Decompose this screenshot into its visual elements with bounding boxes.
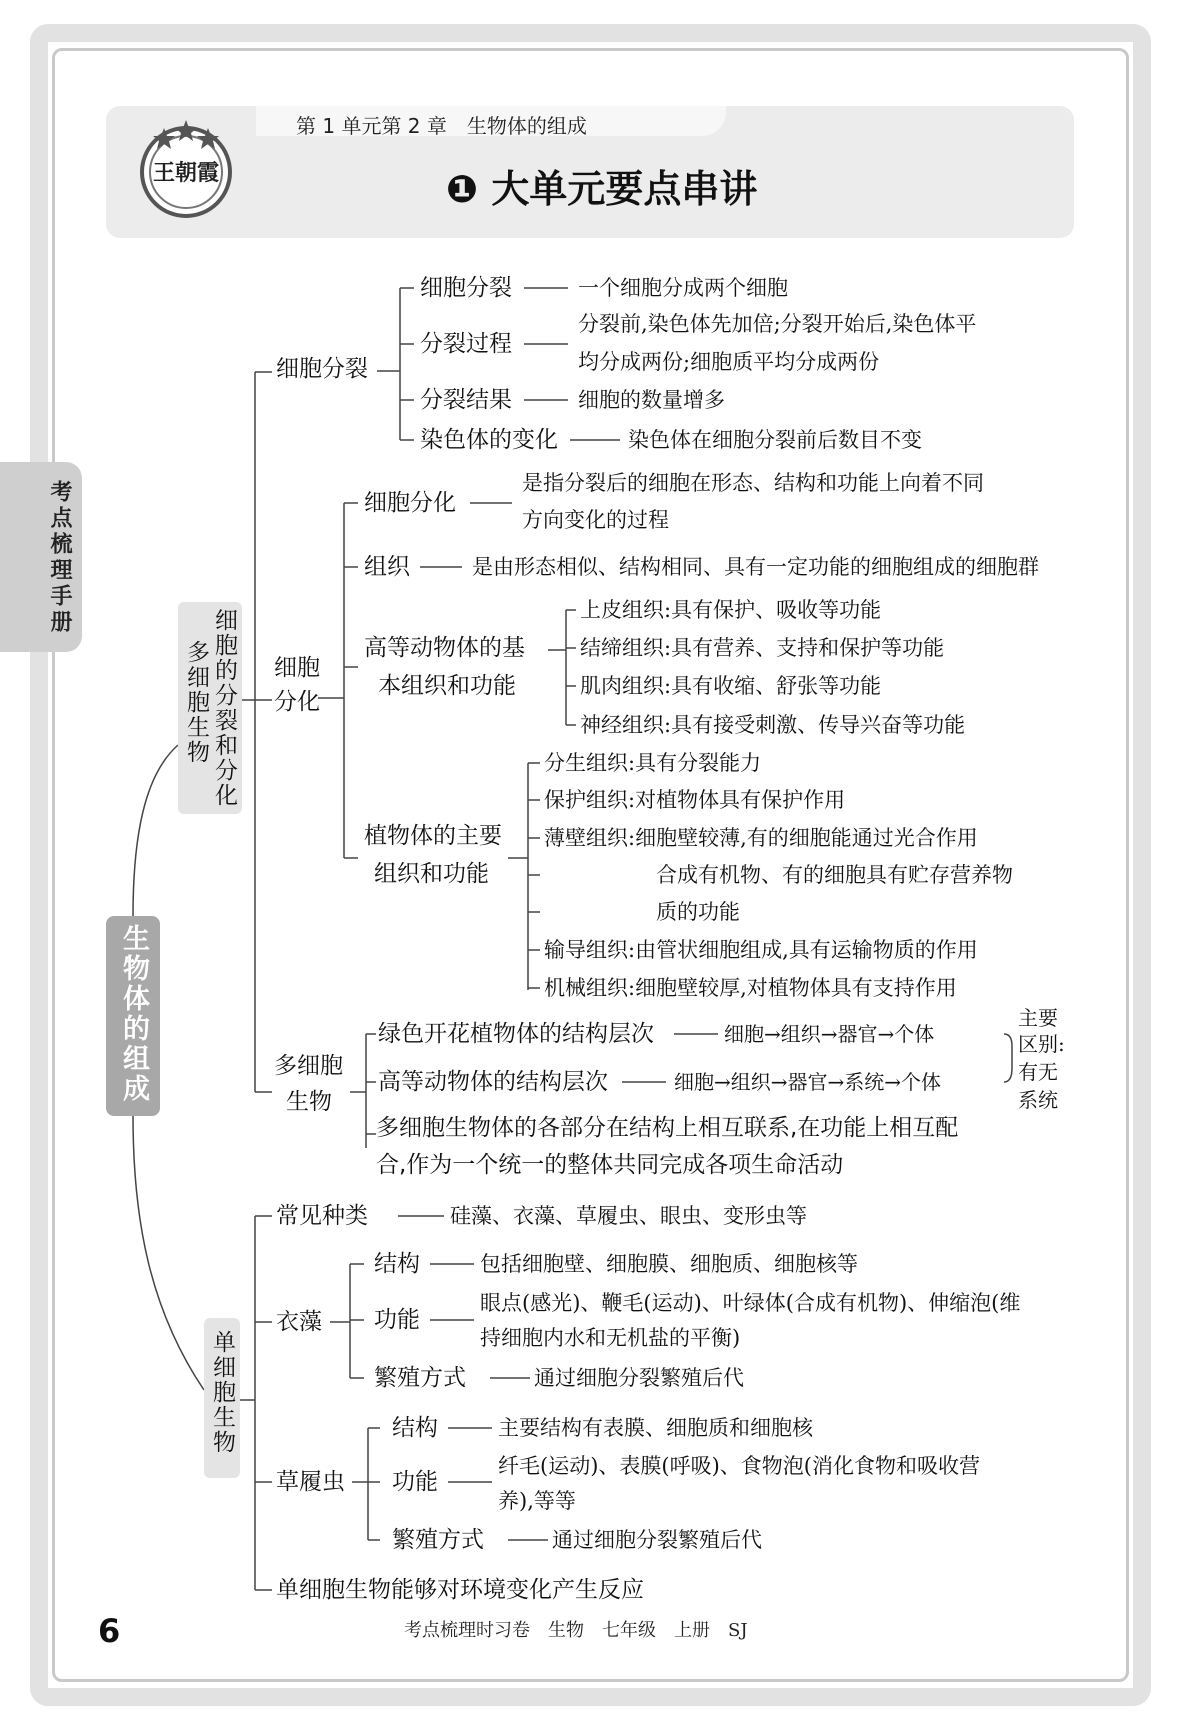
note-main-difference: 有无 [1018,1060,1058,1084]
val-para-reproduction: 通过细胞分裂繁殖后代 [552,1528,762,1552]
val-chlamy-function-2: 持细胞内水和无机盐的平衡) [480,1326,741,1350]
breadcrumb: 第 1 单元第 2 章 生物体的组成 [296,114,587,138]
number-badge-icon: ❶ [446,167,479,211]
note-main-difference: 区别: [1018,1032,1065,1056]
key-division-process: 分裂过程 [420,331,512,357]
key-plant-tissues-2: 组织和功能 [374,861,489,887]
plant-tissue-item: 分生组织:具有分裂能力 [544,751,762,775]
key-common-species: 常见种类 [276,1203,368,1229]
key-cell-division: 细胞分裂 [420,275,512,301]
val-common-species: 硅藻、衣藻、草履虫、眼虫、变形虫等 [450,1204,807,1228]
key-animal-levels: 高等动物体的结构层次 [378,1069,608,1095]
group-label-multicell: 多细胞生物 [183,640,209,765]
note-main-difference: 系统 [1018,1088,1058,1112]
group-label-division-differentiation: 细胞的分裂和分化 [211,608,237,808]
multicell-summary-1: 多细胞生物体的各部分在结构上相互联系,在功能上相互配 [376,1115,959,1141]
plant-tissue-parenchyma-3: 质的功能 [656,900,740,924]
unicell-summary: 单细胞生物能够对环境变化产生反应 [276,1577,644,1603]
key-animal-tissues-1: 高等动物体的基 [364,635,525,661]
key-para-structure: 结构 [392,1415,438,1441]
val-cell-division: 一个细胞分成两个细胞 [578,276,788,300]
val-division-process-2: 均分成两份;细胞质平均分成两份 [578,350,880,374]
page-number: 6 [98,1612,121,1650]
plant-tissue-parenchyma-2: 合成有机物、有的细胞具有贮存营养物 [656,863,1013,887]
logo-text: 王朝霞 [152,160,220,186]
val-para-function-1: 纤毛(运动)、表膜(呼吸)、食物泡(消化食物和吸收营 [498,1454,980,1478]
val-differentiation-2: 方向变化的过程 [522,508,669,532]
node-cell-differentiation-2: 分化 [274,689,320,715]
footer-text: 考点梳理时习卷 生物 七年级 上册 SJ [404,1620,748,1641]
val-chlamy-function-1: 眼点(感光)、鞭毛(运动)、叶绿体(合成有机物)、伸缩泡(维 [480,1291,1021,1315]
root-node: 生物体的组成 [118,924,149,1104]
val-chlamy-reproduction: 通过细胞分裂繁殖后代 [534,1366,744,1390]
plant-tissue-parenchyma-1: 薄壁组织:细胞壁较薄,有的细胞能通过光合作用 [544,826,978,850]
node-chlamydomonas: 衣藻 [276,1309,322,1335]
title-text: 大单元要点串讲 [491,167,758,211]
key-para-reproduction: 繁殖方式 [392,1527,484,1553]
node-cell-division: 细胞分裂 [276,356,368,382]
val-plant-levels: 细胞→组织→器官→个体 [724,1022,935,1046]
animal-tissue-item: 肌肉组织:具有收缩、舒张等功能 [580,674,882,698]
key-animal-tissues-2: 本组织和功能 [378,673,516,699]
key-chlamy-function: 功能 [374,1307,420,1333]
node-multicell-2: 生物 [286,1089,332,1115]
key-chlamy-reproduction: 繁殖方式 [374,1365,466,1391]
key-chlamy-structure: 结构 [374,1251,420,1277]
animal-tissue-item: 结缔组织:具有营养、支持和保护等功能 [580,636,945,660]
key-plant-tissues-1: 植物体的主要 [364,823,502,849]
val-tissue: 是由形态相似、结构相同、具有一定功能的细胞组成的细胞群 [472,555,1039,579]
node-multicell-1: 多细胞 [274,1053,343,1079]
key-differentiation: 细胞分化 [364,490,456,516]
val-para-structure: 主要结构有表膜、细胞质和细胞核 [498,1416,813,1440]
val-para-function-2: 养),等等 [498,1489,576,1513]
note-main-difference: 主要 [1018,1006,1058,1030]
node-paramecium: 草履虫 [276,1469,345,1495]
side-tab-label: 考点梳理手册 [47,480,72,636]
plant-tissue-item: 机械组织:细胞壁较厚,对植物体具有支持作用 [544,976,957,1000]
animal-tissue-item: 神经组织:具有接受刺激、传导兴奋等功能 [580,713,966,737]
val-chlamy-structure: 包括细胞壁、细胞膜、细胞质、细胞核等 [480,1252,858,1276]
plant-tissue-item: 保护组织:对植物体具有保护作用 [544,788,846,812]
val-division-process-1: 分裂前,染色体先加倍;分裂开始后,染色体平 [578,312,977,336]
val-differentiation-1: 是指分裂后的细胞在形态、结构和功能上向着不同 [522,471,984,495]
val-division-result: 细胞的数量增多 [578,388,725,412]
key-plant-levels: 绿色开花植物体的结构层次 [378,1021,654,1047]
key-chromosome-change: 染色体的变化 [420,427,558,453]
multicell-summary-2: 合,作为一个统一的整体共同完成各项生命活动 [376,1152,844,1178]
key-tissue: 组织 [364,554,410,580]
val-animal-levels: 细胞→组织→器官→系统→个体 [674,1070,942,1094]
group-label-unicell: 单细胞生物 [209,1330,235,1455]
node-cell-differentiation-1: 细胞 [274,655,320,681]
key-division-result: 分裂结果 [420,387,512,413]
plant-tissue-item: 输导组织:由管状细胞组成,具有运输物质的作用 [544,938,978,962]
animal-tissue-item: 上皮组织:具有保护、吸收等功能 [580,598,882,622]
key-para-function: 功能 [392,1469,438,1495]
val-chromosome-change: 染色体在细胞分裂前后数目不变 [628,428,922,452]
